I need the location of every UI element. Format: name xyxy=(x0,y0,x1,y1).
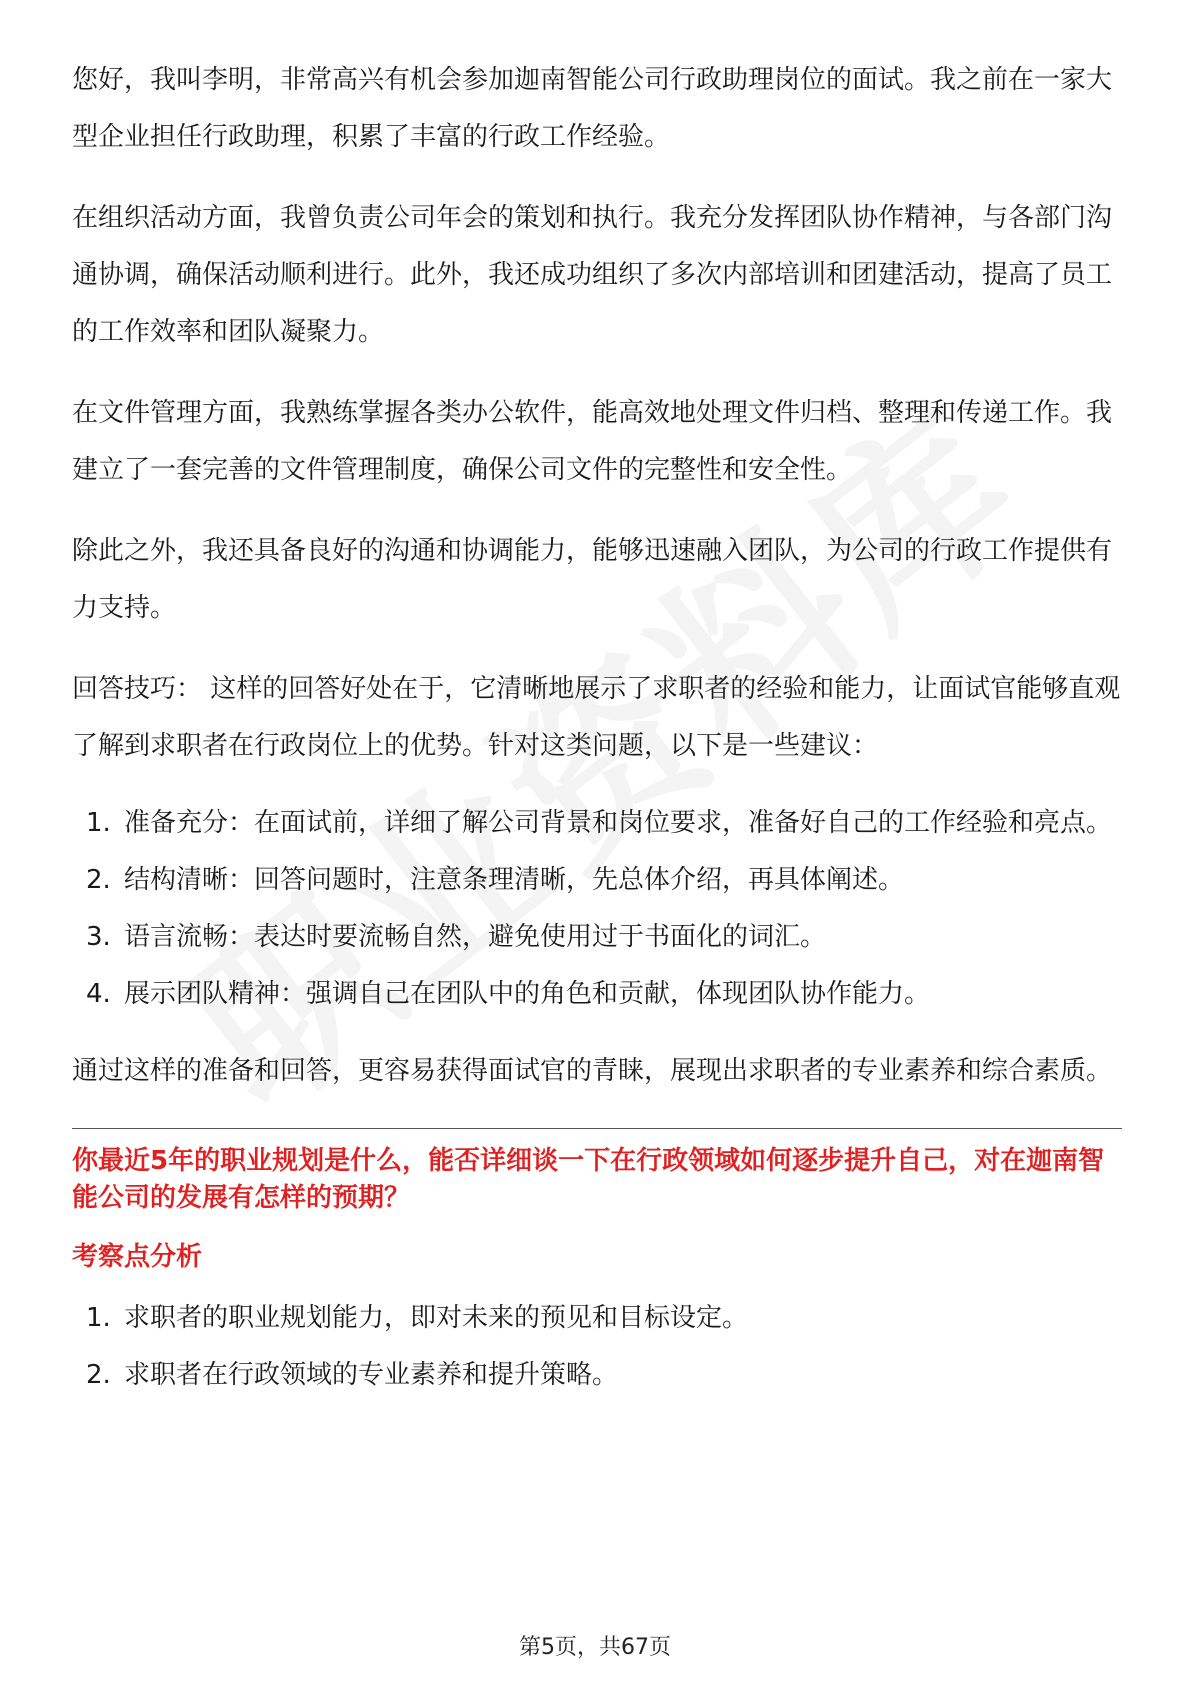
tips-list xyxy=(72,795,1122,1023)
list-number: 2. xyxy=(86,865,111,895)
answer-paragraph-file-management: 在文件管理方面，我熟练掌握各类办公软件，能高效地处理文件归档、整理和传递工作。我建立了一套完善的文件管理制度，确保公司文件的完整性和安全性。 xyxy=(72,398,1113,485)
list-number: 2. xyxy=(86,1360,111,1390)
list-number: 4. xyxy=(86,979,111,1009)
analysis-list xyxy=(72,1290,1122,1404)
answer-paragraph-communication: 除此之外，我还具备良好的沟通和协调能力，能够迅速融入团队，为公司的行政工作提供有力支持。 xyxy=(72,536,1113,623)
conclusion-paragraph: 通过这样的准备和回答，更容易获得面试官的青睐，展现出求职者的专业素养和综合素质。 xyxy=(72,1056,1113,1086)
list-item xyxy=(72,795,1122,852)
page-footer: 第5页，共67页 xyxy=(519,1635,671,1660)
list-item-text: 准备充分：在面试前，详细了解公司背景和岗位要求，准备好自己的工作经验和亮点。 xyxy=(124,808,1113,838)
list-item xyxy=(72,1290,1122,1347)
list-item xyxy=(72,852,1122,909)
list-item-text: 结构清晰：回答问题时，注意条理清晰，先总体介绍，再具体阐述。 xyxy=(124,865,905,895)
answer-paragraph-activities: 在组织活动方面，我曾负责公司年会的策划和执行。我充分发挥团队协作精神，与各部门沟通协调，确保活动顺利进行。此外，我还成功组织了多次内部培训和团建活动，提高了员工的工作效率和团队凝聚力。 xyxy=(72,203,1113,347)
list-item xyxy=(72,966,1122,1023)
answer-tips-intro: 回答技巧： 这样的回答好处在于，它清晰地展示了求职者的经验和能力，让面试官能够直观了解到求职者在行政岗位上的优势。针对这类问题，以下是一些建议： xyxy=(72,674,1121,761)
list-number: 1. xyxy=(86,808,111,838)
list-number: 1. xyxy=(86,1303,111,1333)
list-item-text: 语言流畅：表达时要流畅自然，避免使用过于书面化的词汇。 xyxy=(124,922,827,952)
answer-paragraph-intro: 您好，我叫李明，非常高兴有机会参加迦南智能公司行政助理岗位的面试。我之前在一家大型企业担任行政助理，积累了丰富的行政工作经验。 xyxy=(72,65,1113,152)
list-item-text: 求职者的职业规划能力，即对未来的预见和目标设定。 xyxy=(124,1303,749,1333)
list-item xyxy=(72,1347,1122,1404)
interview-question: 你最近5年的职业规划是什么，能否详细谈一下在行政领域如何逐步提升自己，对在迦南智能公司的发展有怎样的预期？ xyxy=(72,1146,1105,1213)
analysis-heading: 考察点分析 xyxy=(72,1242,203,1272)
document-body xyxy=(72,52,1122,1404)
section-divider xyxy=(72,1128,1122,1129)
list-item-text: 求职者在行政领域的专业素养和提升策略。 xyxy=(124,1360,619,1390)
list-number: 3. xyxy=(86,922,111,952)
list-item-text: 展示团队精神：强调自己在团队中的角色和贡献，体现团队协作能力。 xyxy=(124,979,931,1009)
list-item xyxy=(72,909,1122,966)
